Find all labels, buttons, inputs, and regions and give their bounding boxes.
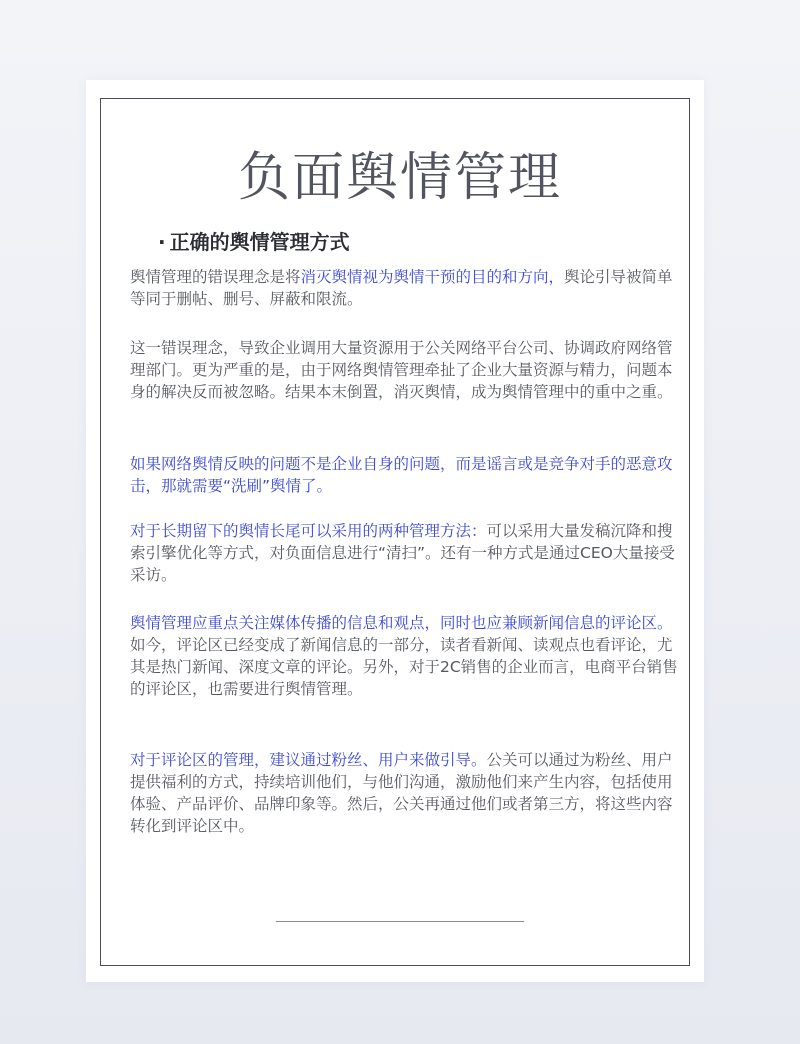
paragraph-1-text-b: 舆论引导被简单等同于删帖、删号、屏蔽和限流。	[130, 268, 673, 308]
bullet-dot: ·	[158, 230, 166, 254]
paragraph-5-highlight: 舆情管理应重点关注媒体传播的信息和观点，同时也应兼顾新闻信息的评论区。	[130, 614, 673, 632]
paragraph-6-highlight: 对于评论区的管理，建议通过粉丝、用户来做引导。	[130, 751, 487, 769]
paragraph-5-text: 如今，评论区已经变成了新闻信息的一部分，读者看新闻、读观点也看评论，尤其是热门新闻、深度文章的评论。另外，对于2C销售的企业而言，电商平台销售的评论区，也需要进行舆情管理。	[130, 636, 678, 698]
page-title: 负面舆情管理	[237, 148, 562, 208]
paragraph-4-highlight: 对于长期留下的舆情长尾可以采用的两种管理方法：	[130, 522, 487, 540]
paragraph-1	[130, 266, 678, 310]
paragraph-4-text: 可以采用大量发稿沉降和搜索引擎优化等方式，对负面信息进行“清扫”。还有一种方式是通过CEO大量接受采访。	[130, 522, 675, 584]
paragraph-2-text: 这一错误理念，导致企业调用大量资源用于公关网络平台公司、协调政府网络管理部门。更为严重的是，由于网络舆情管理牵扯了企业大量资源与精力，问题本身的解决反而被忽略。结果本末倒置，消灭舆情，成为舆情管理中的重中之重。	[130, 339, 673, 401]
paragraph-2	[130, 337, 678, 403]
section-subtitle	[158, 228, 350, 256]
paragraph-6	[130, 749, 678, 837]
paragraph-3	[130, 453, 678, 497]
paragraph-1-text-a: 舆情管理的错误理念是将	[130, 268, 301, 286]
paragraph-6-text: 公关可以通过为粉丝、用户提供福利的方式，持续培训他们，与他们沟通，激励他们来产生内容，包括使用体验、产品评价、品牌印象等。然后，公关再通过他们或者第三方，将这些内容转化到评论区中。	[130, 751, 673, 835]
paragraph-4	[130, 520, 678, 586]
footer-divider	[276, 921, 524, 922]
paragraph-3-highlight: 如果网络舆情反映的问题不是企业自身的问题，而是谣言或是竞争对手的恶意攻击，那就需要“洗刷”舆情了。	[130, 455, 673, 495]
subtitle-text: 正确的舆情管理方式	[169, 230, 350, 254]
paragraph-1-highlight: 消灭舆情视为舆情干预的目的和方向，	[300, 268, 565, 286]
paragraph-5	[130, 612, 678, 700]
